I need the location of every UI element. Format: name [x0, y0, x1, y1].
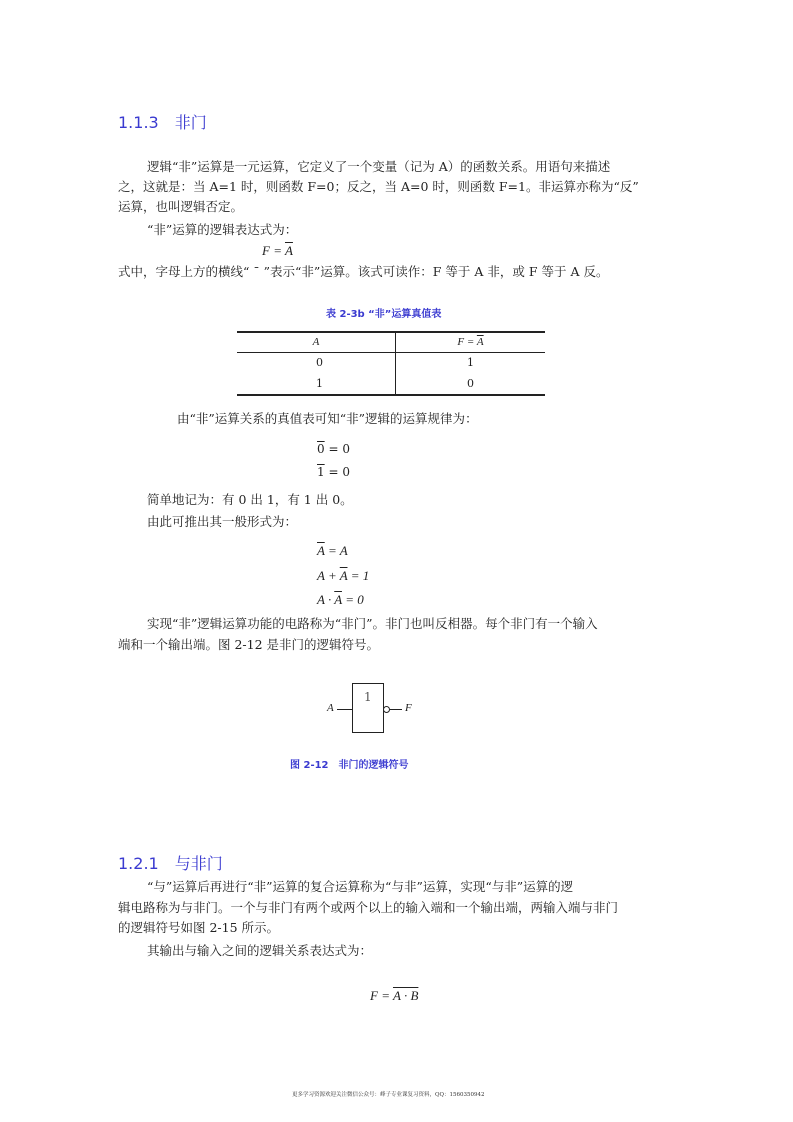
paragraph-line: 运算，也叫逻辑否定。: [118, 199, 244, 214]
table-cell: 0: [467, 377, 474, 390]
table-cell: 0: [316, 356, 323, 369]
paragraph-line: 其输出与输入之间的逻辑关系表达式为：: [147, 943, 373, 958]
paragraph-line: 由此可推出其一般形式为：: [147, 514, 298, 529]
rule-1: 0 = 0: [317, 442, 350, 456]
paragraph-line: 实现“非”逻辑运算功能的电路称为“非门”。非门也叫反相器。每个非门有一个输入: [147, 616, 598, 631]
paragraph-line: “非”运算的逻辑表达式为：: [147, 222, 298, 237]
rule-2: 1 = 0: [317, 465, 350, 479]
paragraph-line: 之，这就是：当 A=1 时，则函数 F=0；反之，当 A=0 时，则函数 F=1。非运算亦称为“反”: [118, 179, 639, 194]
paragraph-line: 辑电路称为与非门。一个与非门有两个或两个以上的输入端和一个输出端，两输入端与非门: [118, 900, 619, 915]
paragraph-line: 的逻辑符号如图 2-15 所示。: [118, 920, 280, 935]
gate-output-label: F: [405, 702, 412, 714]
inversion-bubble-icon: [383, 706, 390, 713]
figure-caption: 图 2-12 非门的逻辑符号: [290, 760, 409, 771]
section-heading-not-gate: 1.1.3 非门: [118, 113, 207, 132]
law-complement-or: $A + \overline{A} = 1$: [317, 568, 370, 583]
paragraph-line: 端和一个输出端。图 2-12 是非门的逻辑符号。: [118, 637, 380, 652]
paragraph-line: “与”运算后再进行“非”运算的复合运算称为“与非”运算，实现“与非”运算的逻: [147, 879, 574, 894]
gate-label: 1: [364, 690, 372, 704]
table-header: $F = \overline{A}$: [457, 336, 484, 348]
table-cell: 1: [316, 377, 323, 390]
table-caption: 表 2-3b “非”运算真值表: [326, 309, 442, 320]
gate-input-label: A: [327, 702, 334, 714]
law-complement-and: $A \cdot \overline{A} = 0$: [317, 592, 364, 607]
paragraph-line: 逻辑“非”运算是一元运算，它定义了一个变量（记为 A）的函数关系。用语句来描述: [147, 159, 611, 174]
table-cell: 1: [467, 356, 474, 369]
section-heading-nand-gate: 1.2.1 与非门: [118, 854, 223, 873]
paragraph-line: 由“非”运算关系的真值表可知“非”逻辑的运算规律为：: [177, 411, 478, 426]
paragraph-line: 简单地记为：有 0 出 1，有 1 出 0。: [147, 492, 353, 507]
footer-note: 更多学习资源欢迎关注微信公众号：峰子专业课复习资料，QQ：1560350942: [292, 1092, 485, 1098]
formula-not: $F = \overline{A}$: [262, 243, 293, 258]
paragraph-line: 式中，字母上方的横线“ ¯ ”表示“非”运算。该式可读作：F 等于 A 非，或 F 等于 A 反。: [118, 264, 609, 279]
formula-nand: F = A · B: [370, 988, 419, 1003]
law-double-negation: $\overline{A} = A$: [317, 543, 348, 558]
table-header: A: [312, 336, 320, 348]
